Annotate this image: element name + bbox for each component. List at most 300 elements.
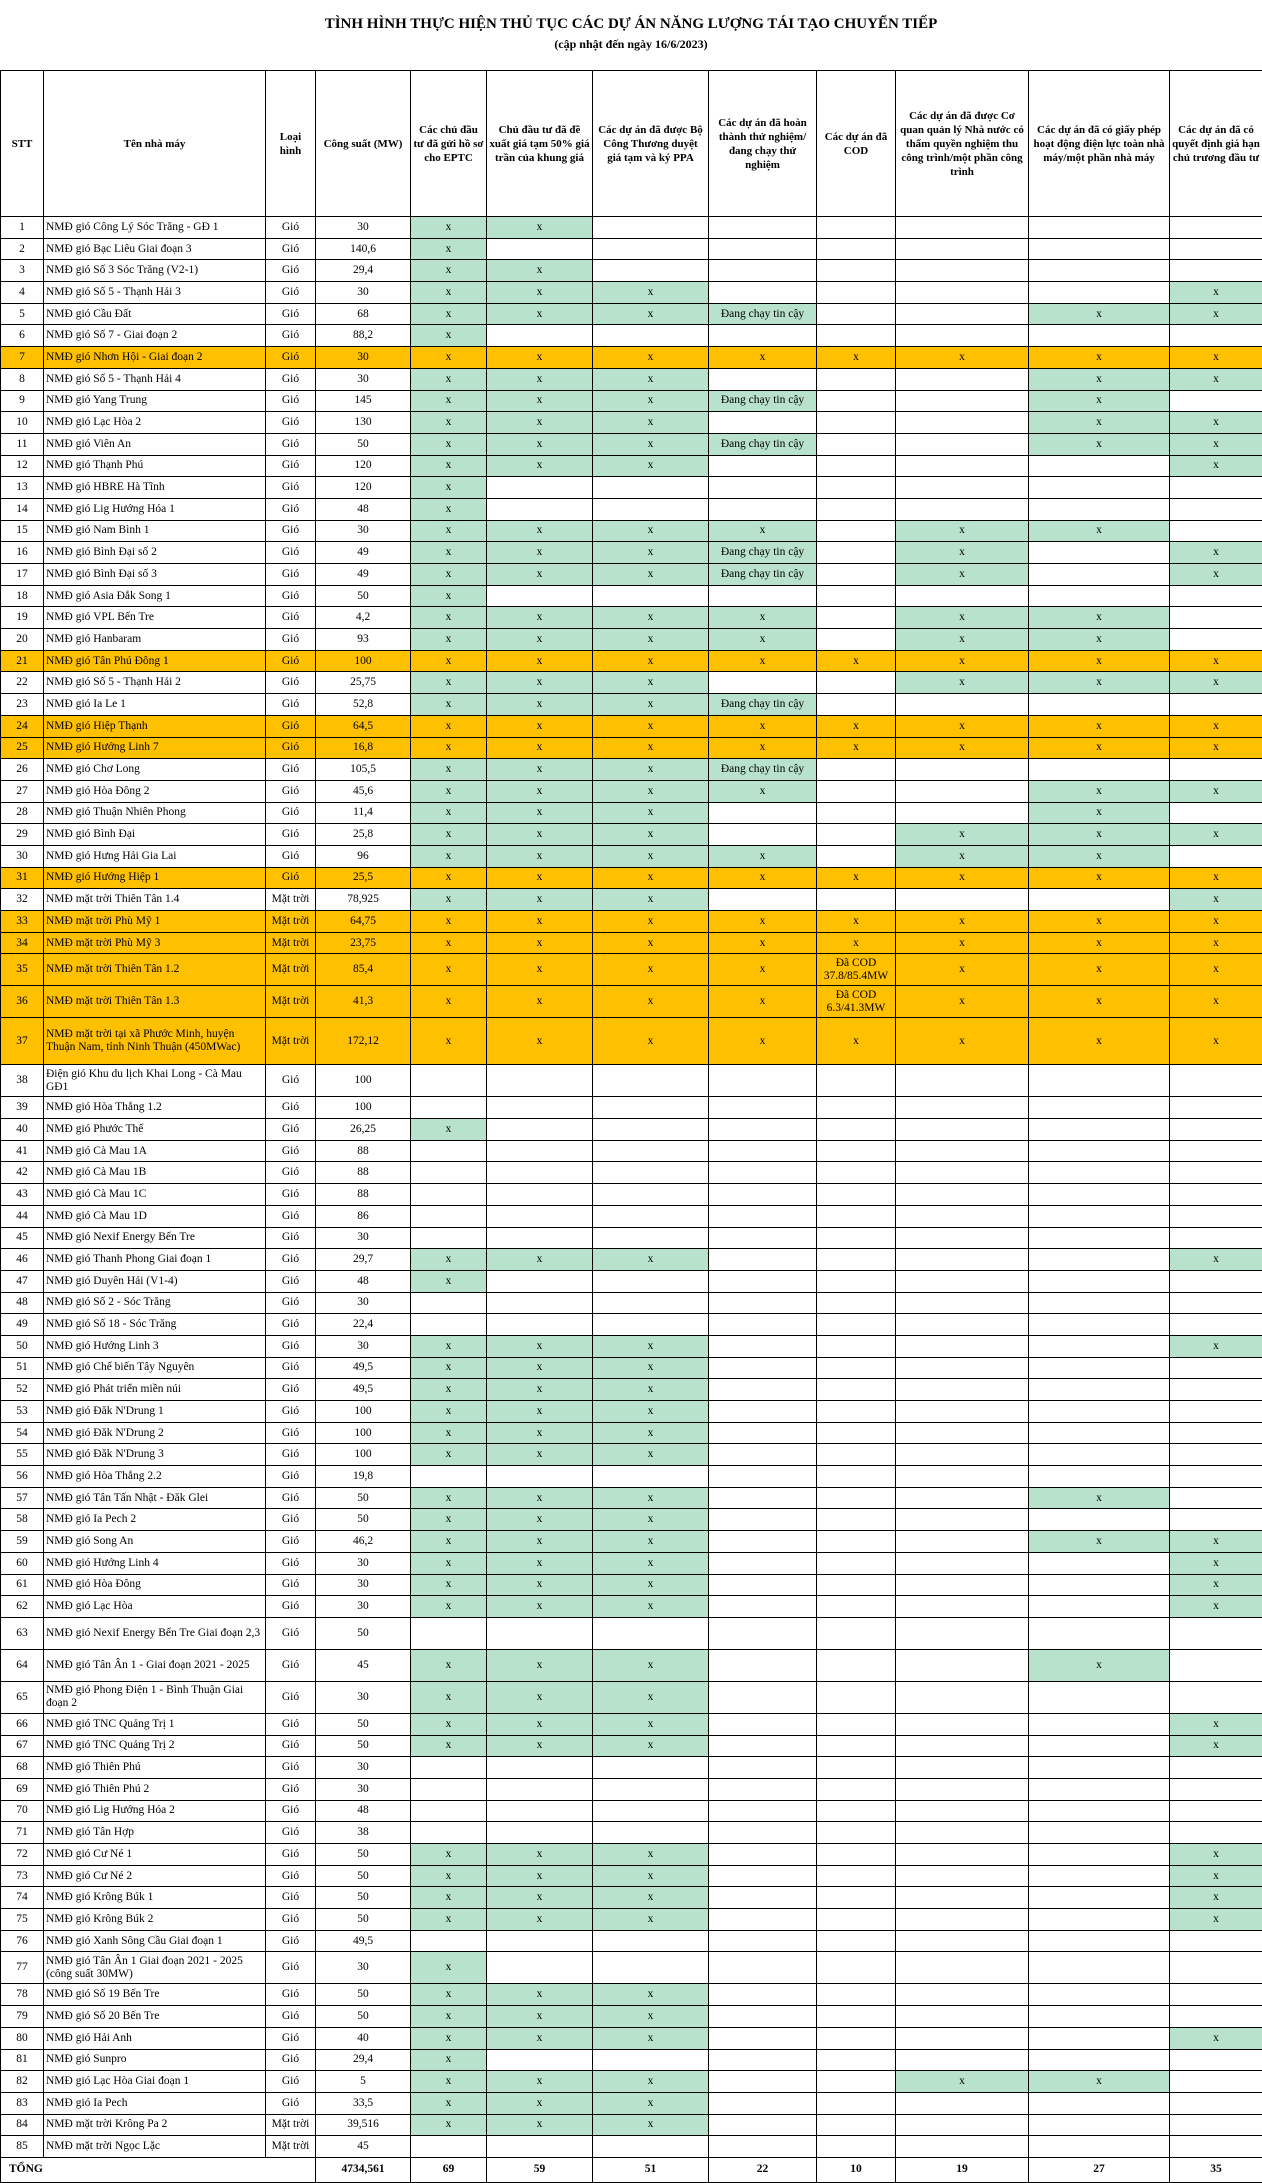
cell-proposed-price: x bbox=[487, 932, 593, 954]
table-row bbox=[1, 1617, 1262, 1649]
cell-cod bbox=[817, 1552, 896, 1574]
cell-submitted: x bbox=[411, 2006, 487, 2028]
cell-cod bbox=[817, 433, 896, 455]
cell-plant-name: NMĐ gió Hòa Đông 2 bbox=[44, 780, 266, 802]
cell-testing bbox=[709, 1865, 817, 1887]
cell-testing bbox=[709, 2049, 817, 2071]
cell-stt: 68 bbox=[1, 1757, 44, 1779]
cell-testing bbox=[709, 2136, 817, 2158]
cell-type: Gió bbox=[266, 1757, 316, 1779]
cell-submitted: x bbox=[411, 889, 487, 911]
cell-plant-name: NMĐ gió Số 2 - Sóc Trăng bbox=[44, 1292, 266, 1314]
cell-cod bbox=[817, 629, 896, 651]
cell-ppa: x bbox=[593, 1984, 709, 2006]
cell-proposed-price: x bbox=[487, 672, 593, 694]
cell-license bbox=[1029, 1119, 1170, 1141]
cell-license bbox=[1029, 1270, 1170, 1292]
cell-acceptance bbox=[896, 1184, 1029, 1206]
cell-capacity: 172,12 bbox=[316, 1018, 411, 1065]
cell-capacity: 41,3 bbox=[316, 986, 411, 1018]
header-license: Các dự án đã có giấy phép hoạt động điện lực toàn nhà máy/một phần nhà máy bbox=[1029, 71, 1170, 217]
cell-ppa: x bbox=[593, 1422, 709, 1444]
cell-plant-name: NMĐ gió Hướng Linh 7 bbox=[44, 737, 266, 759]
cell-capacity: 30 bbox=[316, 1227, 411, 1249]
cell-ppa bbox=[593, 1162, 709, 1184]
cell-proposed-price: x bbox=[487, 1844, 593, 1866]
cell-license bbox=[1029, 542, 1170, 564]
table-row bbox=[1, 759, 1262, 781]
cell-testing: x bbox=[709, 954, 817, 986]
cell-ppa: x bbox=[593, 737, 709, 759]
cell-proposed-price bbox=[487, 1314, 593, 1336]
cell-type: Gió bbox=[266, 1822, 316, 1844]
cell-license bbox=[1029, 1509, 1170, 1531]
cell-submitted: x bbox=[411, 694, 487, 716]
total-count: 59 bbox=[487, 2157, 593, 2182]
cell-capacity: 19,8 bbox=[316, 1466, 411, 1488]
cell-proposed-price: x bbox=[487, 1681, 593, 1713]
cell-capacity: 49 bbox=[316, 542, 411, 564]
cell-testing bbox=[709, 2006, 817, 2028]
cell-proposed-price: x bbox=[487, 2114, 593, 2136]
cell-stt: 36 bbox=[1, 986, 44, 1018]
cell-cod: x bbox=[817, 1018, 896, 1065]
cell-submitted: x bbox=[411, 260, 487, 282]
cell-cod bbox=[817, 2114, 896, 2136]
cell-capacity: 30 bbox=[316, 1552, 411, 1574]
cell-capacity: 30 bbox=[316, 520, 411, 542]
cell-acceptance bbox=[896, 1596, 1029, 1618]
cell-type: Gió bbox=[266, 1596, 316, 1618]
cell-cod bbox=[817, 607, 896, 629]
cell-license bbox=[1029, 564, 1170, 586]
cell-cod bbox=[817, 1119, 896, 1141]
cell-acceptance bbox=[896, 1227, 1029, 1249]
table-row bbox=[1, 477, 1262, 499]
cell-proposed-price: x bbox=[487, 715, 593, 737]
cell-proposed-price: x bbox=[487, 1574, 593, 1596]
cell-testing bbox=[709, 1681, 817, 1713]
cell-license bbox=[1029, 282, 1170, 304]
cell-ppa: x bbox=[593, 715, 709, 737]
cell-acceptance: x bbox=[896, 954, 1029, 986]
cell-proposed-price bbox=[487, 498, 593, 520]
cell-license bbox=[1029, 1444, 1170, 1466]
cell-stt: 55 bbox=[1, 1444, 44, 1466]
cell-plant-name: NMĐ gió Số 19 Bến Tre bbox=[44, 1984, 266, 2006]
total-capacity: 4734,561 bbox=[316, 2157, 411, 2182]
cell-ppa bbox=[593, 217, 709, 239]
cell-proposed-price bbox=[487, 1065, 593, 1097]
cell-license bbox=[1029, 1065, 1170, 1097]
cell-capacity: 50 bbox=[316, 1984, 411, 2006]
cell-plant-name: NMĐ gió Công Lý Sóc Trăng - GĐ 1 bbox=[44, 217, 266, 239]
cell-plant-name: NMĐ gió Hiệp Thạnh bbox=[44, 715, 266, 737]
cell-ppa: x bbox=[593, 867, 709, 889]
cell-plant-name: NMĐ gió Chế biến Tây Nguyên bbox=[44, 1357, 266, 1379]
cell-ppa: x bbox=[593, 911, 709, 933]
cell-capacity: 30 bbox=[316, 1681, 411, 1713]
cell-plant-name: NMĐ gió Hướng Linh 3 bbox=[44, 1335, 266, 1357]
cell-submitted bbox=[411, 1617, 487, 1649]
cell-cod bbox=[817, 282, 896, 304]
cell-submitted bbox=[411, 1292, 487, 1314]
cell-license bbox=[1029, 238, 1170, 260]
cell-license bbox=[1029, 1401, 1170, 1423]
cell-testing bbox=[709, 802, 817, 824]
cell-cod bbox=[817, 2006, 896, 2028]
cell-investment-extension bbox=[1170, 217, 1262, 239]
cell-cod bbox=[817, 1227, 896, 1249]
cell-stt: 3 bbox=[1, 260, 44, 282]
cell-acceptance: x bbox=[896, 824, 1029, 846]
cell-acceptance bbox=[896, 1930, 1029, 1952]
cell-submitted: x bbox=[411, 1249, 487, 1271]
cell-plant-name: NMĐ gió Bình Đại số 2 bbox=[44, 542, 266, 564]
cell-plant-name: NMĐ gió VPL Bến Tre bbox=[44, 607, 266, 629]
cell-ppa: x bbox=[593, 1596, 709, 1618]
cell-proposed-price bbox=[487, 1227, 593, 1249]
cell-cod bbox=[817, 390, 896, 412]
cell-plant-name: NMĐ gió Cư Né 2 bbox=[44, 1865, 266, 1887]
cell-type: Gió bbox=[266, 498, 316, 520]
cell-stt: 75 bbox=[1, 1909, 44, 1931]
cell-capacity: 30 bbox=[316, 1778, 411, 1800]
cell-investment-extension: x bbox=[1170, 1865, 1262, 1887]
cell-investment-extension bbox=[1170, 1617, 1262, 1649]
cell-investment-extension: x bbox=[1170, 889, 1262, 911]
cell-stt: 37 bbox=[1, 1018, 44, 1065]
cell-proposed-price: x bbox=[487, 1531, 593, 1553]
cell-license: x bbox=[1029, 412, 1170, 434]
cell-stt: 72 bbox=[1, 1844, 44, 1866]
cell-acceptance: x bbox=[896, 867, 1029, 889]
cell-proposed-price bbox=[487, 238, 593, 260]
table-row bbox=[1, 1735, 1262, 1757]
cell-plant-name: NMĐ gió Krông Búk 1 bbox=[44, 1887, 266, 1909]
table-row bbox=[1, 1140, 1262, 1162]
cell-investment-extension bbox=[1170, 1270, 1262, 1292]
cell-acceptance bbox=[896, 1844, 1029, 1866]
cell-plant-name: NMĐ gió Phước Thể bbox=[44, 1119, 266, 1141]
cell-stt: 63 bbox=[1, 1617, 44, 1649]
cell-plant-name: NMĐ gió Cầu Đất bbox=[44, 303, 266, 325]
cell-acceptance: x bbox=[896, 932, 1029, 954]
cell-type: Gió bbox=[266, 1735, 316, 1757]
cell-investment-extension bbox=[1170, 2092, 1262, 2114]
cell-license: x bbox=[1029, 911, 1170, 933]
cell-acceptance bbox=[896, 2092, 1029, 2114]
cell-stt: 17 bbox=[1, 564, 44, 586]
cell-license bbox=[1029, 1800, 1170, 1822]
cell-investment-extension bbox=[1170, 1422, 1262, 1444]
cell-license bbox=[1029, 1097, 1170, 1119]
cell-stt: 15 bbox=[1, 520, 44, 542]
cell-cod bbox=[817, 1681, 896, 1713]
cell-stt: 82 bbox=[1, 2071, 44, 2093]
cell-capacity: 46,2 bbox=[316, 1531, 411, 1553]
cell-cod bbox=[817, 1713, 896, 1735]
cell-ppa bbox=[593, 1227, 709, 1249]
cell-capacity: 50 bbox=[316, 1844, 411, 1866]
cell-capacity: 50 bbox=[316, 1865, 411, 1887]
table-row bbox=[1, 1018, 1262, 1065]
cell-plant-name: NMĐ gió Số 5 - Thạnh Hải 4 bbox=[44, 368, 266, 390]
cell-stt: 48 bbox=[1, 1292, 44, 1314]
cell-stt: 56 bbox=[1, 1466, 44, 1488]
cell-acceptance bbox=[896, 1865, 1029, 1887]
cell-acceptance bbox=[896, 1735, 1029, 1757]
cell-proposed-price: x bbox=[487, 520, 593, 542]
total-count: 27 bbox=[1029, 2157, 1170, 2182]
cell-cod: x bbox=[817, 650, 896, 672]
cell-submitted: x bbox=[411, 759, 487, 781]
cell-acceptance bbox=[896, 1649, 1029, 1681]
cell-plant-name: NMĐ gió Số 5 - Thạnh Hải 2 bbox=[44, 672, 266, 694]
cell-capacity: 29,7 bbox=[316, 1249, 411, 1271]
cell-type: Gió bbox=[266, 1335, 316, 1357]
cell-type: Gió bbox=[266, 1065, 316, 1097]
cell-testing bbox=[709, 2071, 817, 2093]
table-row bbox=[1, 412, 1262, 434]
cell-cod bbox=[817, 1984, 896, 2006]
cell-cod bbox=[817, 694, 896, 716]
cell-plant-name: NMĐ gió Hưng Hải Gia Lai bbox=[44, 845, 266, 867]
cell-license: x bbox=[1029, 520, 1170, 542]
cell-proposed-price: x bbox=[487, 1865, 593, 1887]
cell-license bbox=[1029, 1713, 1170, 1735]
cell-capacity: 45 bbox=[316, 1649, 411, 1681]
cell-cod bbox=[817, 824, 896, 846]
table-row bbox=[1, 1401, 1262, 1423]
cell-testing: Đang chạy tin cậy bbox=[709, 564, 817, 586]
cell-plant-name: NMĐ gió Duyên Hải (V1-4) bbox=[44, 1270, 266, 1292]
cell-license: x bbox=[1029, 629, 1170, 651]
table-row bbox=[1, 1292, 1262, 1314]
cell-license: x bbox=[1029, 737, 1170, 759]
cell-testing bbox=[709, 1757, 817, 1779]
cell-ppa: x bbox=[593, 520, 709, 542]
cell-investment-extension: x bbox=[1170, 932, 1262, 954]
table-row bbox=[1, 629, 1262, 651]
cell-type: Gió bbox=[266, 1227, 316, 1249]
table-row bbox=[1, 1822, 1262, 1844]
cell-license bbox=[1029, 1357, 1170, 1379]
cell-plant-name: NMĐ gió Tân Ân 1 Giai đoạn 2021 - 2025 (công suất 30MW) bbox=[44, 1952, 266, 1984]
table-row bbox=[1, 1466, 1262, 1488]
cell-submitted: x bbox=[411, 1422, 487, 1444]
cell-cod bbox=[817, 325, 896, 347]
cell-capacity: 11,4 bbox=[316, 802, 411, 824]
cell-testing bbox=[709, 455, 817, 477]
table-row bbox=[1, 1227, 1262, 1249]
cell-type: Gió bbox=[266, 650, 316, 672]
cell-acceptance: x bbox=[896, 629, 1029, 651]
cell-testing bbox=[709, 1314, 817, 1336]
cell-investment-extension bbox=[1170, 1314, 1262, 1336]
cell-ppa: x bbox=[593, 542, 709, 564]
cell-cod bbox=[817, 455, 896, 477]
cell-license: x bbox=[1029, 607, 1170, 629]
total-row bbox=[1, 2157, 1262, 2182]
cell-ppa bbox=[593, 1822, 709, 1844]
table-row bbox=[1, 1184, 1262, 1206]
cell-investment-extension: x bbox=[1170, 433, 1262, 455]
cell-investment-extension bbox=[1170, 1466, 1262, 1488]
cell-cod bbox=[817, 1930, 896, 1952]
cell-cod bbox=[817, 498, 896, 520]
cell-ppa: x bbox=[593, 282, 709, 304]
cell-plant-name: NMĐ gió Cà Mau 1C bbox=[44, 1184, 266, 1206]
cell-cod bbox=[817, 1097, 896, 1119]
cell-acceptance bbox=[896, 1292, 1029, 1314]
cell-plant-name: NMĐ gió Bình Đại số 3 bbox=[44, 564, 266, 586]
cell-plant-name: NMĐ gió Số 7 - Giai đoạn 2 bbox=[44, 325, 266, 347]
cell-type: Gió bbox=[266, 564, 316, 586]
cell-proposed-price: x bbox=[487, 1887, 593, 1909]
cell-testing bbox=[709, 1800, 817, 1822]
cell-investment-extension bbox=[1170, 1227, 1262, 1249]
cell-type: Gió bbox=[266, 1552, 316, 1574]
table-row bbox=[1, 1065, 1262, 1097]
cell-submitted: x bbox=[411, 954, 487, 986]
cell-ppa: x bbox=[593, 1444, 709, 1466]
cell-proposed-price: x bbox=[487, 867, 593, 889]
cell-submitted: x bbox=[411, 1335, 487, 1357]
table-row bbox=[1, 1930, 1262, 1952]
cell-proposed-price: x bbox=[487, 629, 593, 651]
cell-investment-extension bbox=[1170, 390, 1262, 412]
cell-stt: 61 bbox=[1, 1574, 44, 1596]
cell-testing: x bbox=[709, 780, 817, 802]
cell-investment-extension: x bbox=[1170, 986, 1262, 1018]
cell-stt: 9 bbox=[1, 390, 44, 412]
cell-ppa: x bbox=[593, 889, 709, 911]
cell-submitted: x bbox=[411, 986, 487, 1018]
cell-submitted: x bbox=[411, 1865, 487, 1887]
cell-stt: 54 bbox=[1, 1422, 44, 1444]
cell-stt: 78 bbox=[1, 1984, 44, 2006]
cell-plant-name: NMĐ gió Hòa Thắng 1.2 bbox=[44, 1097, 266, 1119]
cell-testing bbox=[709, 1205, 817, 1227]
cell-proposed-price bbox=[487, 1270, 593, 1292]
table-row bbox=[1, 1249, 1262, 1271]
cell-investment-extension bbox=[1170, 1119, 1262, 1141]
cell-type: Gió bbox=[266, 238, 316, 260]
cell-testing bbox=[709, 1357, 817, 1379]
cell-plant-name: NMĐ gió Asia Đắk Song 1 bbox=[44, 585, 266, 607]
cell-license bbox=[1029, 585, 1170, 607]
cell-acceptance bbox=[896, 1335, 1029, 1357]
cell-cod bbox=[817, 2092, 896, 2114]
cell-acceptance: x bbox=[896, 986, 1029, 1018]
cell-proposed-price: x bbox=[487, 1713, 593, 1735]
cell-plant-name: NMĐ gió Thiên Phú 2 bbox=[44, 1778, 266, 1800]
cell-investment-extension: x bbox=[1170, 780, 1262, 802]
cell-plant-name: NMĐ gió Phát triển miền núi bbox=[44, 1379, 266, 1401]
cell-testing: x bbox=[709, 867, 817, 889]
cell-investment-extension bbox=[1170, 629, 1262, 651]
cell-type: Gió bbox=[266, 694, 316, 716]
cell-ppa: x bbox=[593, 455, 709, 477]
cell-investment-extension bbox=[1170, 477, 1262, 499]
cell-cod bbox=[817, 845, 896, 867]
cell-ppa: x bbox=[593, 2027, 709, 2049]
cell-stt: 73 bbox=[1, 1865, 44, 1887]
cell-stt: 45 bbox=[1, 1227, 44, 1249]
cell-proposed-price: x bbox=[487, 759, 593, 781]
cell-testing bbox=[709, 282, 817, 304]
cell-type: Gió bbox=[266, 845, 316, 867]
cell-capacity: 86 bbox=[316, 1205, 411, 1227]
cell-ppa bbox=[593, 1119, 709, 1141]
cell-capacity: 30 bbox=[316, 1292, 411, 1314]
total-count: 22 bbox=[709, 2157, 817, 2182]
cell-type: Gió bbox=[266, 477, 316, 499]
cell-license bbox=[1029, 1822, 1170, 1844]
cell-proposed-price: x bbox=[487, 1596, 593, 1618]
cell-stt: 76 bbox=[1, 1930, 44, 1952]
cell-plant-name: NMĐ gió Ia Pech 2 bbox=[44, 1509, 266, 1531]
cell-acceptance bbox=[896, 1617, 1029, 1649]
cell-testing bbox=[709, 1952, 817, 1984]
cell-submitted: x bbox=[411, 1681, 487, 1713]
cell-proposed-price bbox=[487, 1184, 593, 1206]
cell-plant-name: NMĐ gió Nexif Energy Bến Tre bbox=[44, 1227, 266, 1249]
cell-type: Gió bbox=[266, 1444, 316, 1466]
cell-investment-extension bbox=[1170, 1444, 1262, 1466]
cell-stt: 41 bbox=[1, 1140, 44, 1162]
cell-submitted: x bbox=[411, 1574, 487, 1596]
cell-plant-name: NMĐ gió Phong Điện 1 - Bình Thuận Giai đoạn 2 bbox=[44, 1681, 266, 1713]
cell-proposed-price: x bbox=[487, 564, 593, 586]
cell-investment-extension bbox=[1170, 1509, 1262, 1531]
cell-testing: x bbox=[709, 347, 817, 369]
cell-investment-extension bbox=[1170, 1065, 1262, 1097]
cell-stt: 65 bbox=[1, 1681, 44, 1713]
cell-type: Mặt trời bbox=[266, 911, 316, 933]
cell-testing bbox=[709, 1713, 817, 1735]
cell-cod bbox=[817, 759, 896, 781]
cell-capacity: 130 bbox=[316, 412, 411, 434]
cell-submitted: x bbox=[411, 390, 487, 412]
cell-investment-extension: x bbox=[1170, 650, 1262, 672]
cell-capacity: 100 bbox=[316, 1065, 411, 1097]
cell-acceptance bbox=[896, 1778, 1029, 1800]
table-row bbox=[1, 986, 1262, 1018]
cell-investment-extension: x bbox=[1170, 737, 1262, 759]
cell-testing bbox=[709, 1574, 817, 1596]
cell-ppa: x bbox=[593, 780, 709, 802]
table-row bbox=[1, 1713, 1262, 1735]
cell-investment-extension bbox=[1170, 1357, 1262, 1379]
cell-type: Gió bbox=[266, 802, 316, 824]
table-row bbox=[1, 694, 1262, 716]
cell-ppa: x bbox=[593, 1909, 709, 1931]
cell-submitted bbox=[411, 1757, 487, 1779]
cell-capacity: 100 bbox=[316, 1444, 411, 1466]
cell-capacity: 5 bbox=[316, 2071, 411, 2093]
cell-type: Gió bbox=[266, 1887, 316, 1909]
cell-acceptance bbox=[896, 2006, 1029, 2028]
cell-license bbox=[1029, 1952, 1170, 1984]
cell-submitted bbox=[411, 1778, 487, 1800]
cell-plant-name: NMĐ gió Số 18 - Sóc Trăng bbox=[44, 1314, 266, 1336]
cell-cod bbox=[817, 217, 896, 239]
table-row bbox=[1, 2071, 1262, 2093]
cell-acceptance: x bbox=[896, 911, 1029, 933]
cell-investment-extension: x bbox=[1170, 1596, 1262, 1618]
